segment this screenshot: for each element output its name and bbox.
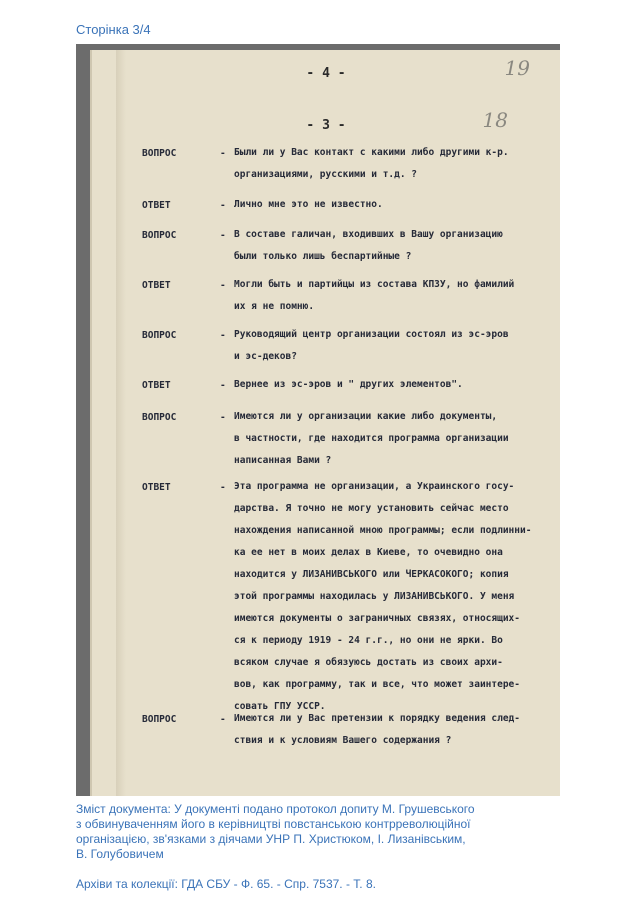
- page-number-top: - 4 -: [306, 66, 346, 81]
- entry-text: Эта программа не организации, а Украинского госу- дарства. Я точно не могу установить сейчас место нахождения написанной мною программы; если подлинни- ка ее нет в моих делах в Киеве, то очевидно она находится у ЛИЗАНИВСЬКОГО или ЧЕРКАСОКОГО; копия этой программы находилась у ЛИЗАНИВСЬКОГО. У меня имеются документы о заграничных связях, относящих- ся к периоду 1919 - 24 г.г., но они не ярки. Во всяком случае я обязуюсь достать из своих архи- вов, как программу, так и все, что может заинтере- совать ГПУ УССР.: [234, 481, 532, 712]
- entry-text: В составе галичан, входивших в Вашу организацию были только лишь беспартийные ?: [234, 229, 503, 262]
- entry-dash: -: [220, 482, 226, 493]
- entry-label: ВОПРОС: [142, 230, 177, 241]
- archive-source: Архіви та колекції: ГДА СБУ - Ф. 65. - Спр. 7537. - Т. 8.: [76, 877, 376, 891]
- document-caption: Зміст документа: У документі подано протокол допиту М. Грушевського з обвинуваченням його в керівництві повстанською контрреволюційної організацією, зв'язками з діячами УНР П. Христюком, І. Лизанівським, В. Голубовичем: [76, 802, 475, 861]
- entry-text: Руководящий центр организации состоял из эс-эров и эс-деков?: [234, 329, 509, 362]
- sheet-binding: [116, 50, 126, 796]
- entry-text: Имеются ли у организации какие либо документы, в частности, где находится программа организации написанная Вами ?: [234, 411, 509, 466]
- entry-label: ОТВЕТ: [142, 482, 171, 493]
- entry-dash: -: [220, 230, 226, 241]
- entry-label: ОТВЕТ: [142, 380, 171, 391]
- entry-label: ВОПРОС: [142, 412, 177, 423]
- entry-label: ВОПРОС: [142, 148, 177, 159]
- entry-dash: -: [220, 280, 226, 291]
- entry-text: Вернее из эс-эров и " других элементов".: [234, 379, 463, 390]
- entry-text: Имеются ли у Вас претензии к порядку ведения след- ствия и к условиям Вашего содержания ?: [234, 713, 520, 746]
- entry-dash: -: [220, 714, 226, 725]
- entry-text: Были ли у Вас контакт с какими либо другими к-р. организациями, русскими и т.д. ?: [234, 147, 509, 180]
- entry-dash: -: [220, 380, 226, 391]
- entry-text: Могли быть и партийцы из состава КПЗУ, но фамилий их я не помню.: [234, 279, 515, 312]
- document-scan: [76, 44, 560, 796]
- archive-number-handwritten: 19: [504, 56, 530, 80]
- entry-dash: -: [220, 200, 226, 211]
- page-number-inner: - 3 -: [306, 118, 346, 133]
- entry-dash: -: [220, 412, 226, 423]
- entry-text: Лично мне это не известно.: [234, 199, 383, 210]
- entry-label: ОТВЕТ: [142, 280, 171, 291]
- entry-dash: -: [220, 148, 226, 159]
- entry-label: ВОПРОС: [142, 714, 177, 725]
- document-sheet: [90, 50, 560, 796]
- entry-label: ВОПРОС: [142, 330, 177, 341]
- archive-number-handwritten: 18: [482, 108, 508, 132]
- entry-label: ОТВЕТ: [142, 200, 171, 211]
- page-label: Сторінка 3/4: [76, 22, 151, 37]
- entry-dash: -: [220, 330, 226, 341]
